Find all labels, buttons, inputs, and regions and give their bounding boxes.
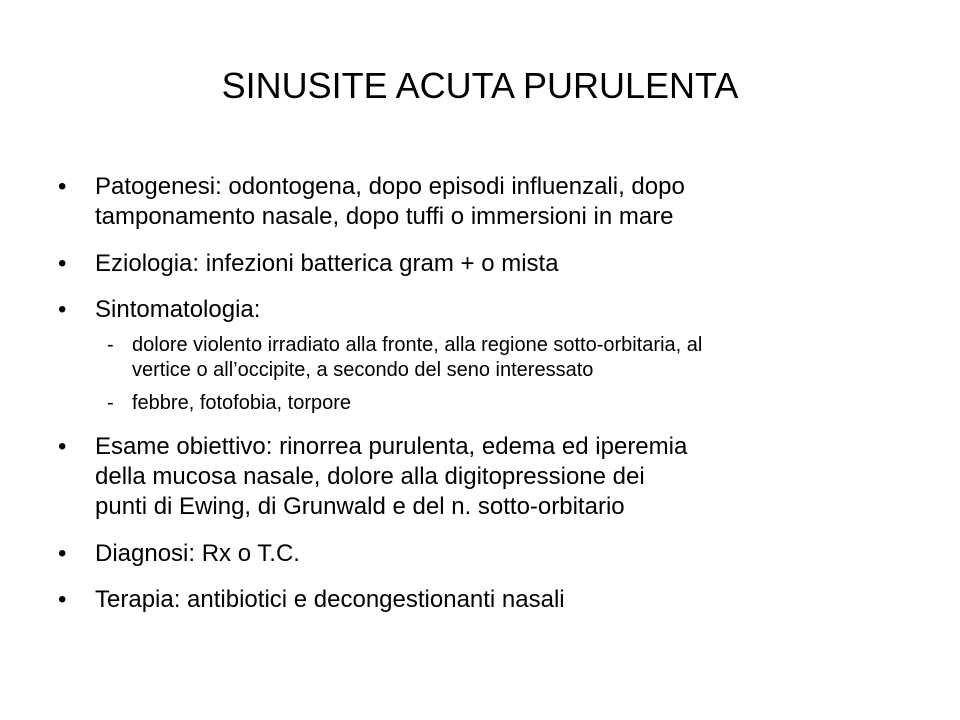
- dash-icon: -: [107, 334, 114, 356]
- dash-icon: -: [107, 392, 114, 414]
- bullet-line: punti di Ewing, di Grunwald e del n. sotto-orbitario: [95, 493, 625, 520]
- bullet-dot-icon: •: [58, 296, 67, 323]
- sub-bullet-item-febbre: [0, 391, 960, 416]
- sub-bullet-item-dolore: [0, 333, 960, 383]
- sub-bullet-line: dolore violento irradiato alla fronte, alla regione sotto-orbitaria, al: [132, 334, 703, 356]
- bullet-item-patogenesi: [0, 172, 960, 232]
- bullet-line: Eziologia: infezioni batterica gram + o mista: [95, 250, 559, 277]
- bullet-dot-icon: •: [58, 540, 67, 567]
- bullet-item-sintomatologia: [0, 295, 960, 325]
- slide-title: SINUSITE ACUTA PURULENTA: [221, 65, 739, 106]
- bullet-item-terapia: [0, 585, 960, 615]
- bullet-line: Terapia: antibiotici e decongestionanti nasali: [95, 586, 565, 613]
- bullet-line: Esame obiettivo: rinorrea purulenta, edema ed iperemia: [95, 433, 688, 460]
- bullet-line: della mucosa nasale, dolore alla digitopressione dei: [95, 463, 645, 490]
- sub-bullet-line: febbre, fotofobia, torpore: [132, 392, 352, 414]
- bullet-line: Patogenesi: odontogena, dopo episodi influenzali, dopo: [95, 173, 685, 200]
- sub-bullet-line: vertice o all’occipite, a secondo del seno interessato: [132, 359, 594, 381]
- sub-bullet-list: [0, 333, 960, 416]
- bullet-item-eziologia: [0, 249, 960, 279]
- bullet-line: Sintomatologia:: [95, 296, 261, 323]
- bullet-line: tamponamento nasale, dopo tuffi o immersioni in mare: [95, 203, 674, 230]
- bullet-dot-icon: •: [58, 250, 67, 277]
- bullet-list: [0, 172, 960, 615]
- bullet-dot-icon: •: [58, 173, 67, 200]
- bullet-dot-icon: •: [58, 433, 67, 460]
- bullet-item-esame-obiettivo: [0, 432, 960, 522]
- bullet-item-diagnosi: [0, 539, 960, 569]
- bullet-line: Diagnosi: Rx o T.C.: [95, 540, 300, 567]
- bullet-dot-icon: •: [58, 586, 67, 613]
